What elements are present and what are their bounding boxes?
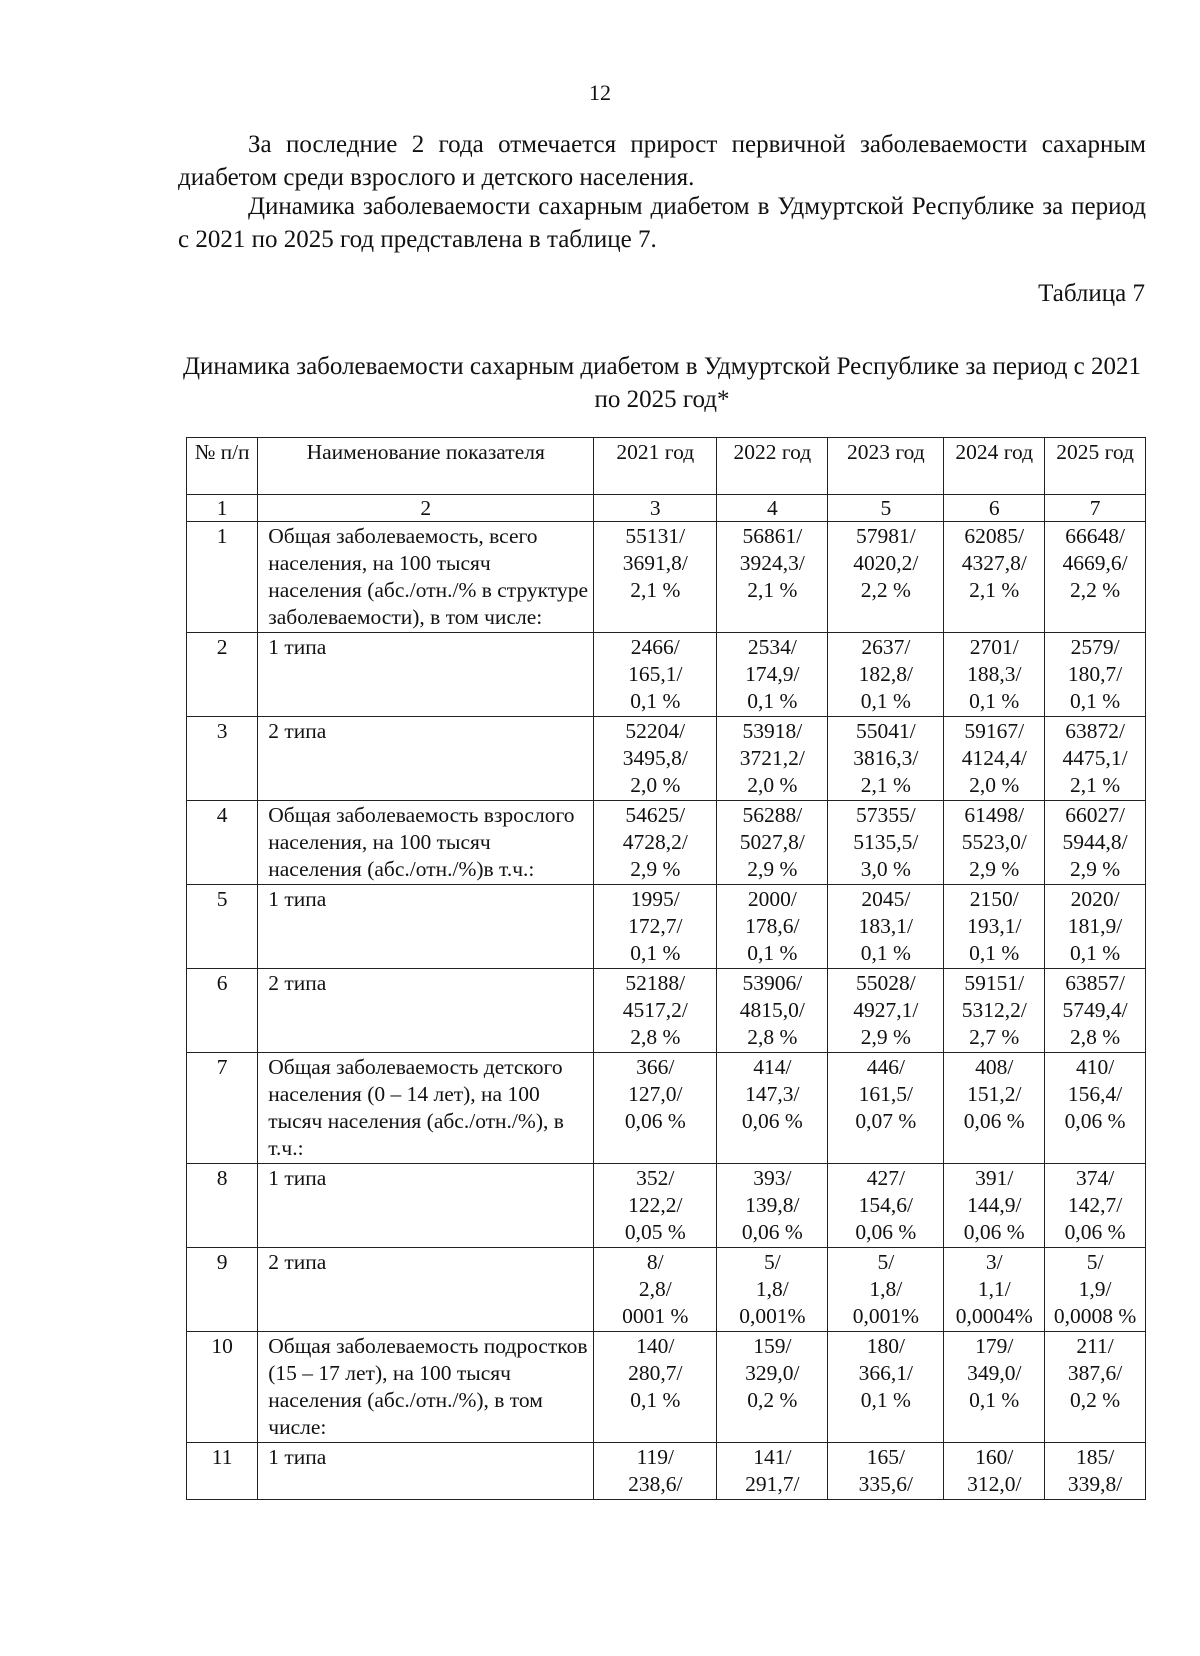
table-label: Таблица 7 [1038, 280, 1145, 307]
row-number: 5 [187, 885, 258, 969]
row-number: 6 [187, 969, 258, 1053]
value-line: 183,1/ [858, 914, 914, 938]
value-line: 180/ [866, 1334, 905, 1358]
value-cell [594, 1332, 717, 1443]
indicator-name: 1 типа [258, 1443, 594, 1500]
value-line: 4124,4/ [961, 746, 1027, 770]
value-line: 349,0/ [967, 1361, 1022, 1385]
value-cell [594, 1248, 717, 1332]
table-header-row [187, 438, 1146, 495]
value-cell [717, 969, 828, 1053]
value-line: 63872/ [1065, 719, 1125, 743]
value-cell [1045, 801, 1146, 885]
value-line: 329,0/ [745, 1361, 800, 1385]
value-line: 5/ [877, 1250, 895, 1274]
value-line: 0,06 % [741, 1109, 803, 1133]
value-cell [828, 633, 944, 717]
value-line: 159/ [753, 1334, 792, 1358]
value-line: 4927,1/ [853, 998, 919, 1022]
value-cell [594, 969, 717, 1053]
value-line: 193,1/ [967, 914, 1022, 938]
value-line: 2020/ [1070, 887, 1120, 911]
value-line: 61498/ [964, 803, 1025, 827]
value-line: 2,8 % [747, 1025, 798, 1049]
table-row [187, 1443, 1146, 1500]
value-line: 4475,1/ [1062, 746, 1128, 770]
value-line: 2,0 % [747, 773, 798, 797]
value-line: 63857/ [1065, 971, 1125, 995]
indicator-name: 2 типа [258, 717, 594, 801]
value-line: 238,6/ [628, 1472, 683, 1496]
value-line: 1,1/ [977, 1277, 1011, 1301]
indicator-name: 2 типа [258, 1248, 594, 1332]
value-line: 4327,8/ [961, 551, 1027, 575]
value-line: 59151/ [964, 971, 1025, 995]
row-number: 9 [187, 1248, 258, 1332]
indicator-name: 2 типа [258, 969, 594, 1053]
value-line: 2,8/ [638, 1277, 672, 1301]
value-line: 5135,5/ [853, 830, 919, 854]
header-2021: 2021 год [594, 438, 717, 495]
indicator-name: 1 типа [258, 1164, 594, 1248]
value-line: 55041/ [855, 719, 916, 743]
value-line: 2637/ [861, 635, 911, 659]
value-cell [828, 1443, 944, 1500]
value-line: 2,0 % [969, 773, 1020, 797]
value-line: 0,2 % [1069, 1388, 1121, 1412]
value-cell [1045, 1164, 1146, 1248]
value-line: 56288/ [742, 803, 803, 827]
intro-paragraph-1: За последние 2 года отмечается прирост первичной заболеваемости сахарным диабетом среди взрослого и детского населения. [178, 131, 1146, 191]
value-line: 0,1 % [1069, 689, 1121, 713]
value-line: 2,1 % [860, 773, 911, 797]
value-line: 179/ [975, 1334, 1014, 1358]
value-line: 0,2 % [747, 1388, 798, 1412]
value-cell [1045, 633, 1146, 717]
value-cell [828, 969, 944, 1053]
value-line: 3721,2/ [739, 746, 805, 770]
value-line: 446/ [866, 1055, 905, 1079]
value-line: 0,06 % [741, 1220, 803, 1244]
value-line: 2045/ [861, 887, 911, 911]
table-row [187, 522, 1146, 633]
value-line: 2150/ [969, 887, 1019, 911]
value-cell [828, 885, 944, 969]
value-line: 2701/ [969, 635, 1019, 659]
value-line: 352/ [636, 1166, 675, 1190]
table-row [187, 1053, 1146, 1164]
page-number: 12 [589, 80, 611, 105]
value-cell [944, 1164, 1045, 1248]
value-line: 57355/ [855, 803, 916, 827]
value-line: 59167/ [964, 719, 1025, 743]
value-cell [944, 522, 1045, 633]
value-line: 2,9 % [1069, 857, 1121, 881]
value-line: 0,1 % [630, 941, 681, 965]
value-line: 0,0004% [955, 1304, 1033, 1328]
value-cell [828, 717, 944, 801]
value-line: 140/ [636, 1334, 675, 1358]
value-line: 0,001% [852, 1304, 919, 1328]
value-line: 0,1 % [747, 941, 798, 965]
value-line: 2,9 % [860, 1025, 911, 1049]
table-row [187, 969, 1146, 1053]
value-cell [1045, 1053, 1146, 1164]
value-cell [828, 801, 944, 885]
value-line: 3816,3/ [853, 746, 919, 770]
value-line: 5749,4/ [1062, 998, 1128, 1022]
value-line: 0,1 % [969, 689, 1020, 713]
value-cell [828, 1053, 944, 1164]
indicator-name: 1 типа [258, 885, 594, 969]
value-cell [944, 717, 1045, 801]
header-2025: 2025 год [1045, 438, 1146, 495]
value-cell [594, 1053, 717, 1164]
value-line: 185/ [1075, 1445, 1115, 1469]
value-cell [717, 1053, 828, 1164]
value-line: 374/ [1075, 1166, 1115, 1190]
column-index: 5 [828, 495, 944, 522]
value-line: 56861/ [742, 524, 803, 548]
table-row [187, 1164, 1146, 1248]
value-cell [828, 522, 944, 633]
table-row [187, 633, 1146, 717]
value-line: 2,9 % [630, 857, 681, 881]
value-line: 2466/ [630, 635, 680, 659]
table-title: Динамика заболеваемости сахарным диабетом в Удмуртской Республике за период с 2021 по 2025 год* [182, 353, 1142, 413]
value-line: 5523,0/ [961, 830, 1027, 854]
value-line: 427/ [866, 1166, 905, 1190]
indicator-name: Общая заболеваемость взрослого населения, на 100 тысяч населения (абс./отн./%)в т.ч.: [258, 801, 594, 885]
value-line: 0,1 % [630, 1388, 681, 1412]
value-cell [717, 1248, 828, 1332]
value-line: 3/ [985, 1250, 1003, 1274]
value-line: 142,7/ [1067, 1193, 1123, 1217]
value-line: 0,06 % [963, 1109, 1025, 1133]
value-line: 2,2 % [860, 578, 911, 602]
indicator-name: 1 типа [258, 633, 594, 717]
column-index-row [187, 495, 1146, 522]
value-line: 54625/ [625, 803, 686, 827]
value-cell [1045, 717, 1146, 801]
value-line: 391/ [975, 1166, 1014, 1190]
value-cell [717, 801, 828, 885]
value-line: 393/ [753, 1166, 792, 1190]
value-line: 55028/ [855, 971, 916, 995]
header-2024: 2024 год [944, 438, 1045, 495]
value-line: 1,8/ [755, 1277, 789, 1301]
value-line: 0,1 % [630, 689, 681, 713]
value-line: 0001 % [622, 1304, 689, 1328]
header-num: № п/п [187, 438, 258, 495]
value-line: 141/ [753, 1445, 792, 1469]
value-line: 1,9/ [1078, 1277, 1112, 1301]
table-row [187, 717, 1146, 801]
value-line: 0,1 % [969, 1388, 1020, 1412]
value-line: 3691,8/ [622, 551, 688, 575]
value-line: 408/ [975, 1055, 1014, 1079]
value-line: 62085/ [964, 524, 1025, 548]
value-line: 0,1 % [860, 689, 911, 713]
value-line: 180,7/ [1067, 662, 1123, 686]
indicator-name: Общая заболеваемость детского населения (0 – 14 лет), на 100 тысяч населения (абс./отн./%), в т.ч.: [258, 1053, 594, 1164]
value-cell [1045, 1332, 1146, 1443]
value-line: 165,1/ [628, 662, 683, 686]
value-line: 2,1 % [630, 578, 681, 602]
value-line: 172,7/ [628, 914, 683, 938]
value-line: 0,06 % [624, 1109, 686, 1133]
value-cell [828, 1164, 944, 1248]
value-line: 156,4/ [1067, 1082, 1123, 1106]
indicator-name: Общая заболеваемость, всего населения, на 100 тысяч населения (абс./отн./% в структуре заболеваемости), в том числе: [258, 522, 594, 633]
value-line: 0,1 % [969, 941, 1020, 965]
value-line: 53918/ [742, 719, 803, 743]
value-line: 151,2/ [967, 1082, 1022, 1106]
value-line: 161,5/ [858, 1082, 914, 1106]
value-line: 312,0/ [967, 1472, 1022, 1496]
row-number: 8 [187, 1164, 258, 1248]
value-line: 154,6/ [858, 1193, 914, 1217]
row-number: 11 [187, 1443, 258, 1500]
value-line: 0,05 % [624, 1220, 686, 1244]
value-line: 122,2/ [628, 1193, 683, 1217]
value-line: 2,8 % [630, 1025, 681, 1049]
value-line: 2,1 % [1069, 773, 1121, 797]
value-line: 2,0 % [630, 773, 681, 797]
value-cell [944, 1053, 1045, 1164]
value-line: 188,3/ [967, 662, 1022, 686]
intro-paragraph-2: Динамика заболеваемости сахарным диабетом в Удмуртской Республике за период с 2021 по 2025 год представлена в таблице 7. [178, 193, 1146, 253]
value-line: 2,2 % [1069, 578, 1121, 602]
value-line: 0,06 % [1064, 1220, 1126, 1244]
value-line: 0,06 % [1064, 1109, 1126, 1133]
header-2022: 2022 год [717, 438, 828, 495]
value-line: 5/ [1086, 1250, 1104, 1274]
value-line: 0,1 % [1069, 941, 1121, 965]
value-cell [717, 1443, 828, 1500]
value-line: 0,1 % [747, 689, 798, 713]
value-line: 339,8/ [1067, 1472, 1123, 1496]
value-line: 5312,2/ [961, 998, 1027, 1022]
table-row [187, 885, 1146, 969]
value-line: 66648/ [1065, 524, 1125, 548]
value-cell [717, 885, 828, 969]
value-line: 1995/ [630, 887, 680, 911]
value-cell [944, 1248, 1045, 1332]
header-2023: 2023 год [828, 438, 944, 495]
value-line: 181,9/ [1067, 914, 1123, 938]
value-line: 66027/ [1065, 803, 1125, 827]
value-cell [1045, 522, 1146, 633]
value-line: 8/ [646, 1250, 664, 1274]
value-cell [1045, 1443, 1146, 1500]
value-line: 3,0 % [860, 857, 911, 881]
value-line: 410/ [1075, 1055, 1115, 1079]
value-cell [594, 522, 717, 633]
value-cell [717, 522, 828, 633]
value-cell [717, 717, 828, 801]
column-index: 4 [717, 495, 828, 522]
value-line: 5027,8/ [739, 830, 805, 854]
column-index: 2 [258, 495, 594, 522]
value-line: 127,0/ [628, 1082, 683, 1106]
value-line: 4669,6/ [1062, 551, 1128, 575]
column-index: 3 [594, 495, 717, 522]
row-number: 2 [187, 633, 258, 717]
value-line: 55131/ [625, 524, 686, 548]
row-number: 4 [187, 801, 258, 885]
value-line: 0,1 % [860, 1388, 911, 1412]
value-line: 3495,8/ [622, 746, 688, 770]
value-line: 52188/ [625, 971, 686, 995]
value-line: 174,9/ [745, 662, 800, 686]
table-row [187, 1248, 1146, 1332]
value-cell [944, 1332, 1045, 1443]
value-line: 139,8/ [745, 1193, 800, 1217]
value-cell [1045, 885, 1146, 969]
value-line: 2,9 % [969, 857, 1020, 881]
value-line: 178,6/ [745, 914, 800, 938]
value-line: 0,0008 % [1053, 1304, 1137, 1328]
value-cell [594, 1443, 717, 1500]
column-index: 6 [944, 495, 1045, 522]
value-line: 387,6/ [1067, 1361, 1123, 1385]
value-line: 1,8/ [869, 1277, 903, 1301]
row-number: 1 [187, 522, 258, 633]
value-line: 366,1/ [858, 1361, 914, 1385]
value-cell [1045, 969, 1146, 1053]
value-line: 0,1 % [860, 941, 911, 965]
value-line: 2579/ [1070, 635, 1120, 659]
value-cell [944, 885, 1045, 969]
value-line: 0,06 % [855, 1220, 917, 1244]
value-cell [717, 1164, 828, 1248]
value-line: 2,1 % [747, 578, 798, 602]
column-index: 1 [187, 495, 258, 522]
row-number: 3 [187, 717, 258, 801]
value-line: 5944,8/ [1062, 830, 1128, 854]
value-line: 2534/ [747, 635, 797, 659]
table-body [187, 522, 1146, 1500]
value-cell [594, 801, 717, 885]
header-name: Наименование показателя [258, 438, 594, 495]
value-cell [944, 633, 1045, 717]
value-line: 119/ [636, 1445, 674, 1469]
value-line: 57981/ [855, 524, 916, 548]
column-index: 7 [1045, 495, 1146, 522]
value-cell [828, 1248, 944, 1332]
row-number: 10 [187, 1332, 258, 1443]
value-line: 414/ [753, 1055, 792, 1079]
value-line: 2,7 % [969, 1025, 1020, 1049]
value-cell [717, 1332, 828, 1443]
table-row [187, 1332, 1146, 1443]
table-row [187, 801, 1146, 885]
value-line: 366/ [636, 1055, 675, 1079]
value-line: 291,7/ [745, 1472, 800, 1496]
indicator-name: Общая заболеваемость подростков (15 – 17 лет), на 100 тысяч населения (абс./отн./%), в том числе: [258, 1332, 594, 1443]
value-line: 4020,2/ [853, 551, 919, 575]
value-line: 0,07 % [855, 1109, 917, 1133]
value-cell [944, 801, 1045, 885]
value-line: 2000/ [747, 887, 797, 911]
value-cell [717, 633, 828, 717]
value-line: 280,7/ [628, 1361, 683, 1385]
value-cell [828, 1332, 944, 1443]
value-cell [594, 633, 717, 717]
value-cell [594, 717, 717, 801]
row-number: 7 [187, 1053, 258, 1164]
value-line: 335,6/ [858, 1472, 914, 1496]
value-line: 0,06 % [963, 1220, 1025, 1244]
value-cell [1045, 1248, 1146, 1332]
value-line: 2,8 % [1069, 1025, 1121, 1049]
value-cell [594, 885, 717, 969]
value-line: 4728,2/ [622, 830, 688, 854]
value-line: 53906/ [742, 971, 803, 995]
value-line: 5/ [763, 1250, 781, 1274]
value-line: 182,8/ [858, 662, 914, 686]
value-cell [944, 969, 1045, 1053]
value-cell [594, 1164, 717, 1248]
value-line: 144,9/ [967, 1193, 1022, 1217]
value-line: 2,9 % [747, 857, 798, 881]
value-line: 165/ [866, 1445, 905, 1469]
value-line: 4517,2/ [622, 998, 688, 1022]
value-line: 147,3/ [745, 1082, 800, 1106]
value-line: 2,1 % [969, 578, 1020, 602]
value-line: 211/ [1076, 1334, 1114, 1358]
value-cell [944, 1443, 1045, 1500]
data-table [186, 437, 1146, 1500]
value-line: 4815,0/ [739, 998, 805, 1022]
value-line: 3924,3/ [739, 551, 805, 575]
value-line: 160/ [975, 1445, 1014, 1469]
value-line: 52204/ [625, 719, 686, 743]
value-line: 0,001% [739, 1304, 806, 1328]
